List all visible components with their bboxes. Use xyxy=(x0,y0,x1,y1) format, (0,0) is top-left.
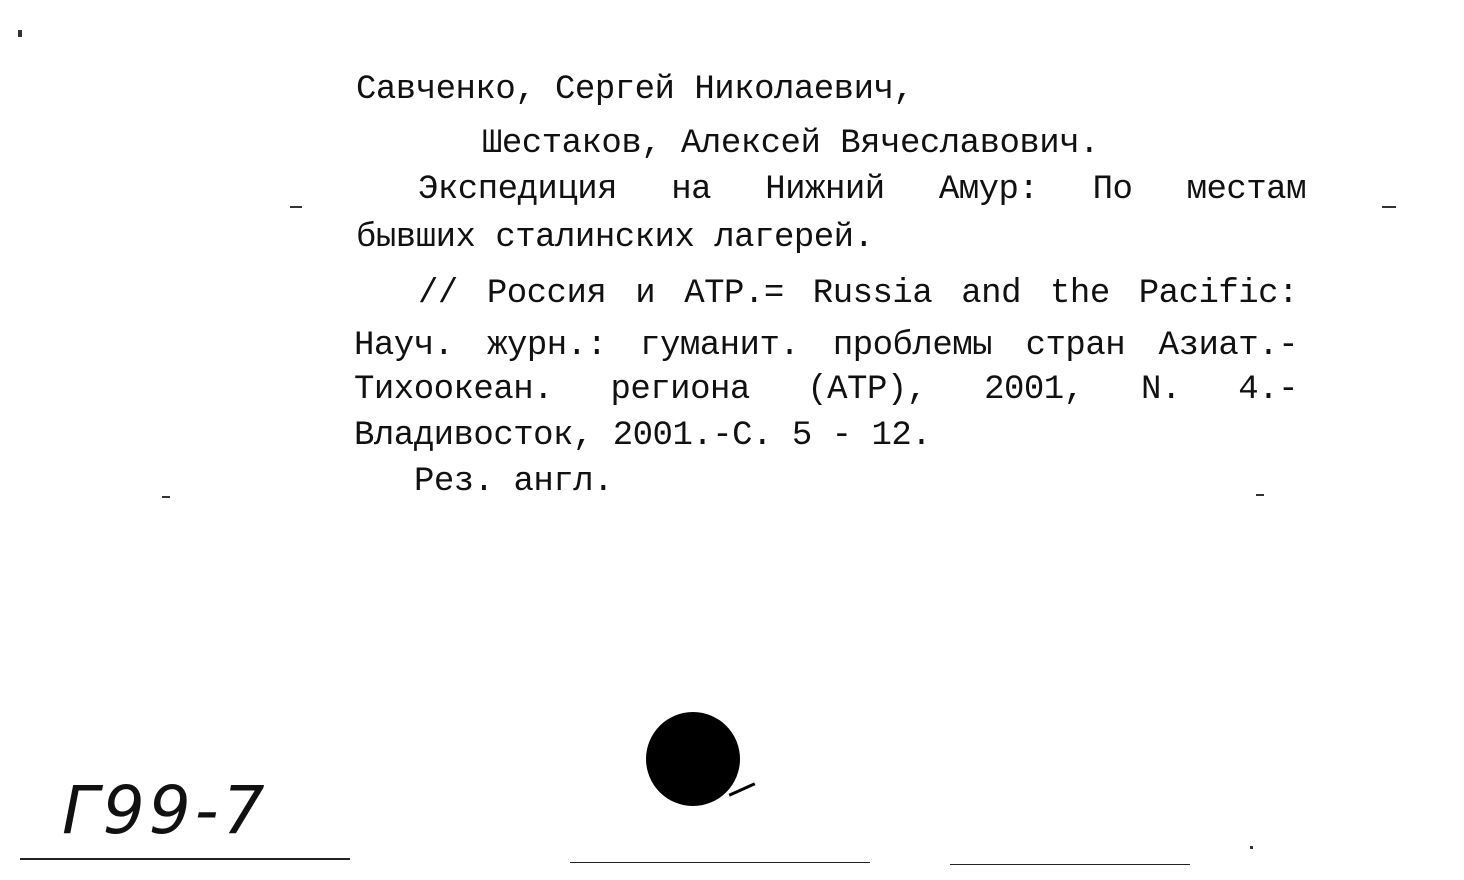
bottom-rule-right xyxy=(950,864,1190,865)
source-line-1: // Россия и АТР.= Russia and the Pacific: xyxy=(418,275,1298,313)
scan-speck xyxy=(1250,846,1253,849)
scan-speck xyxy=(1256,494,1264,496)
author-secondary: Шестаков, Алексей Вячеславович. xyxy=(482,125,1100,163)
source-line-2: Науч. журн.: гуманит. проблемы стран Азиат.- xyxy=(354,327,1298,365)
bottom-rule-middle xyxy=(570,862,870,863)
title-line-1: Экспедиция на Нижний Амур: По местам xyxy=(418,171,1306,209)
source-line-4: Владивосток, 2001.-С. 5 - 12. xyxy=(354,417,932,455)
punch-hole xyxy=(646,712,740,806)
shelfmark-handwritten: Г99-7 xyxy=(62,772,269,849)
note-summary: Рез. англ. xyxy=(414,463,614,501)
scan-speck xyxy=(162,496,170,498)
title-line-2: бывших сталинских лагерей. xyxy=(356,219,874,257)
source-line-3: Тихоокеан. региона (АТР), 2001, N. 4.- xyxy=(354,371,1298,409)
scan-speck xyxy=(290,206,302,208)
scan-speck xyxy=(18,30,22,37)
bottom-rule-left xyxy=(20,858,350,860)
scan-speck xyxy=(1382,206,1396,208)
author-primary: Савченко, Сергей Николаевич, xyxy=(356,71,914,109)
punch-hole-mark xyxy=(729,782,756,796)
